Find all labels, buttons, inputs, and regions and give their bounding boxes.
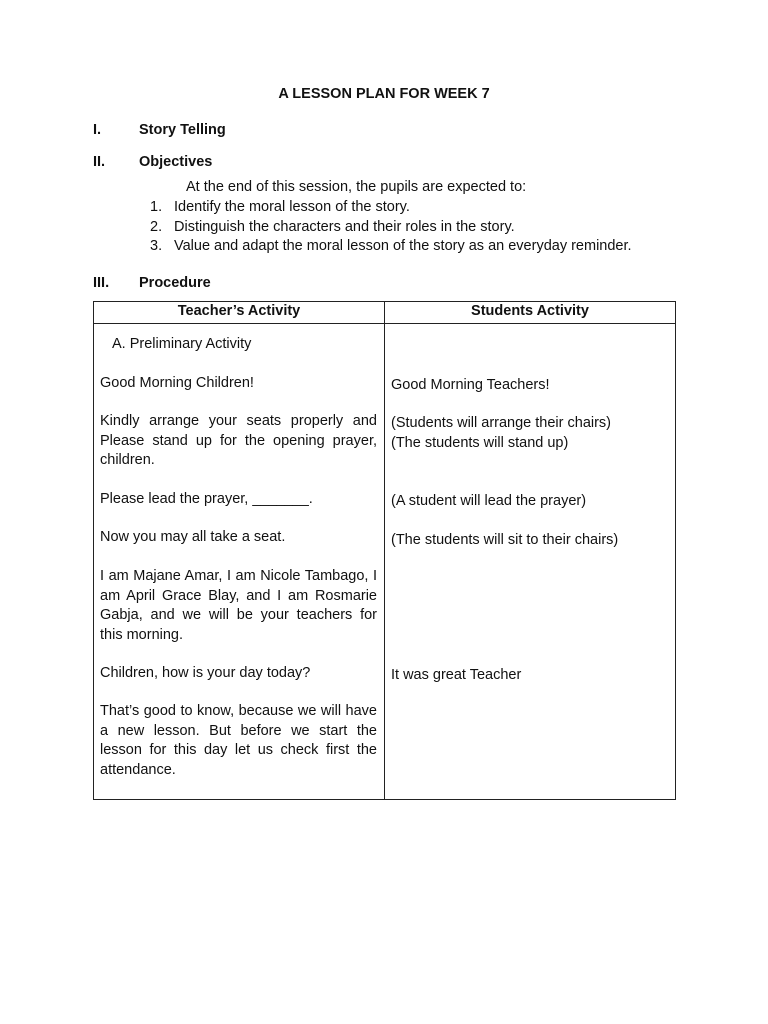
section-numeral: I.: [93, 122, 102, 138]
section-numeral: II.: [93, 154, 106, 170]
column-divider: [384, 302, 385, 799]
section-story-telling: [93, 122, 226, 138]
column-header-students: Students Activity: [471, 303, 589, 319]
teacher-activity-cell: Please lead the prayer, _______.: [100, 491, 313, 507]
document-title: A LESSON PLAN FOR WEEK 7: [278, 86, 490, 102]
student-activity-cell: It was great Teacher: [391, 667, 522, 683]
objective-text: Distinguish the characters and their roles in the story.: [174, 218, 515, 235]
student-activity-cell: (The students will stand up): [391, 435, 569, 451]
objective-number: 1.: [150, 199, 163, 215]
student-activity-cell: (A student will lead the prayer): [391, 493, 587, 509]
objective-number: 3.: [150, 238, 163, 254]
teacher-activity-cell: That’s good to know, because we will have a new lesson. But before we start the lesson for this day let us check first the attendance.: [100, 703, 377, 778]
objectives-list: [150, 198, 632, 257]
column-header-teacher: Teacher’s Activity: [177, 303, 301, 319]
objective-item: [150, 198, 632, 218]
procedure-table: [93, 301, 676, 800]
preliminary-activity-heading: A. Preliminary Activity: [112, 336, 252, 352]
student-activity-cell: (Students will arrange their chairs): [391, 415, 612, 431]
teacher-activity-cell: Kindly arrange your seats properly and Please stand up for the opening prayer, children.: [100, 413, 377, 468]
teacher-activity-cell: Now you may all take a seat.: [100, 529, 286, 545]
section-title: Objectives: [139, 154, 213, 170]
section-numeral: III.: [93, 275, 110, 291]
section-objectives: [93, 154, 212, 170]
objective-text: Value and adapt the moral lesson of the story as an everyday reminder.: [174, 238, 632, 254]
objective-item: [150, 237, 632, 257]
objective-text: Identify the moral lesson of the story.: [174, 199, 410, 215]
objectives-intro: At the end of this session, the pupils are expected to:: [186, 179, 527, 195]
section-title: Procedure: [139, 275, 211, 291]
objective-item: [150, 218, 632, 238]
teacher-activity-cell: I am Majane Amar, I am Nicole Tambago, I am April Grace Blay, and I am Rosmarie Gabja, and we will be your teachers for this morning.: [100, 568, 377, 643]
student-activity-cell: (The students will sit to their chairs): [391, 532, 619, 548]
objective-number: 2.: [150, 218, 163, 235]
student-activity-cell: Good Morning Teachers!: [391, 377, 550, 393]
section-title: Story Telling: [139, 122, 226, 138]
teacher-activity-cell: Good Morning Children!: [100, 375, 254, 391]
teacher-activity-cell: Children, how is your day today?: [100, 665, 311, 681]
section-procedure: [93, 275, 211, 291]
